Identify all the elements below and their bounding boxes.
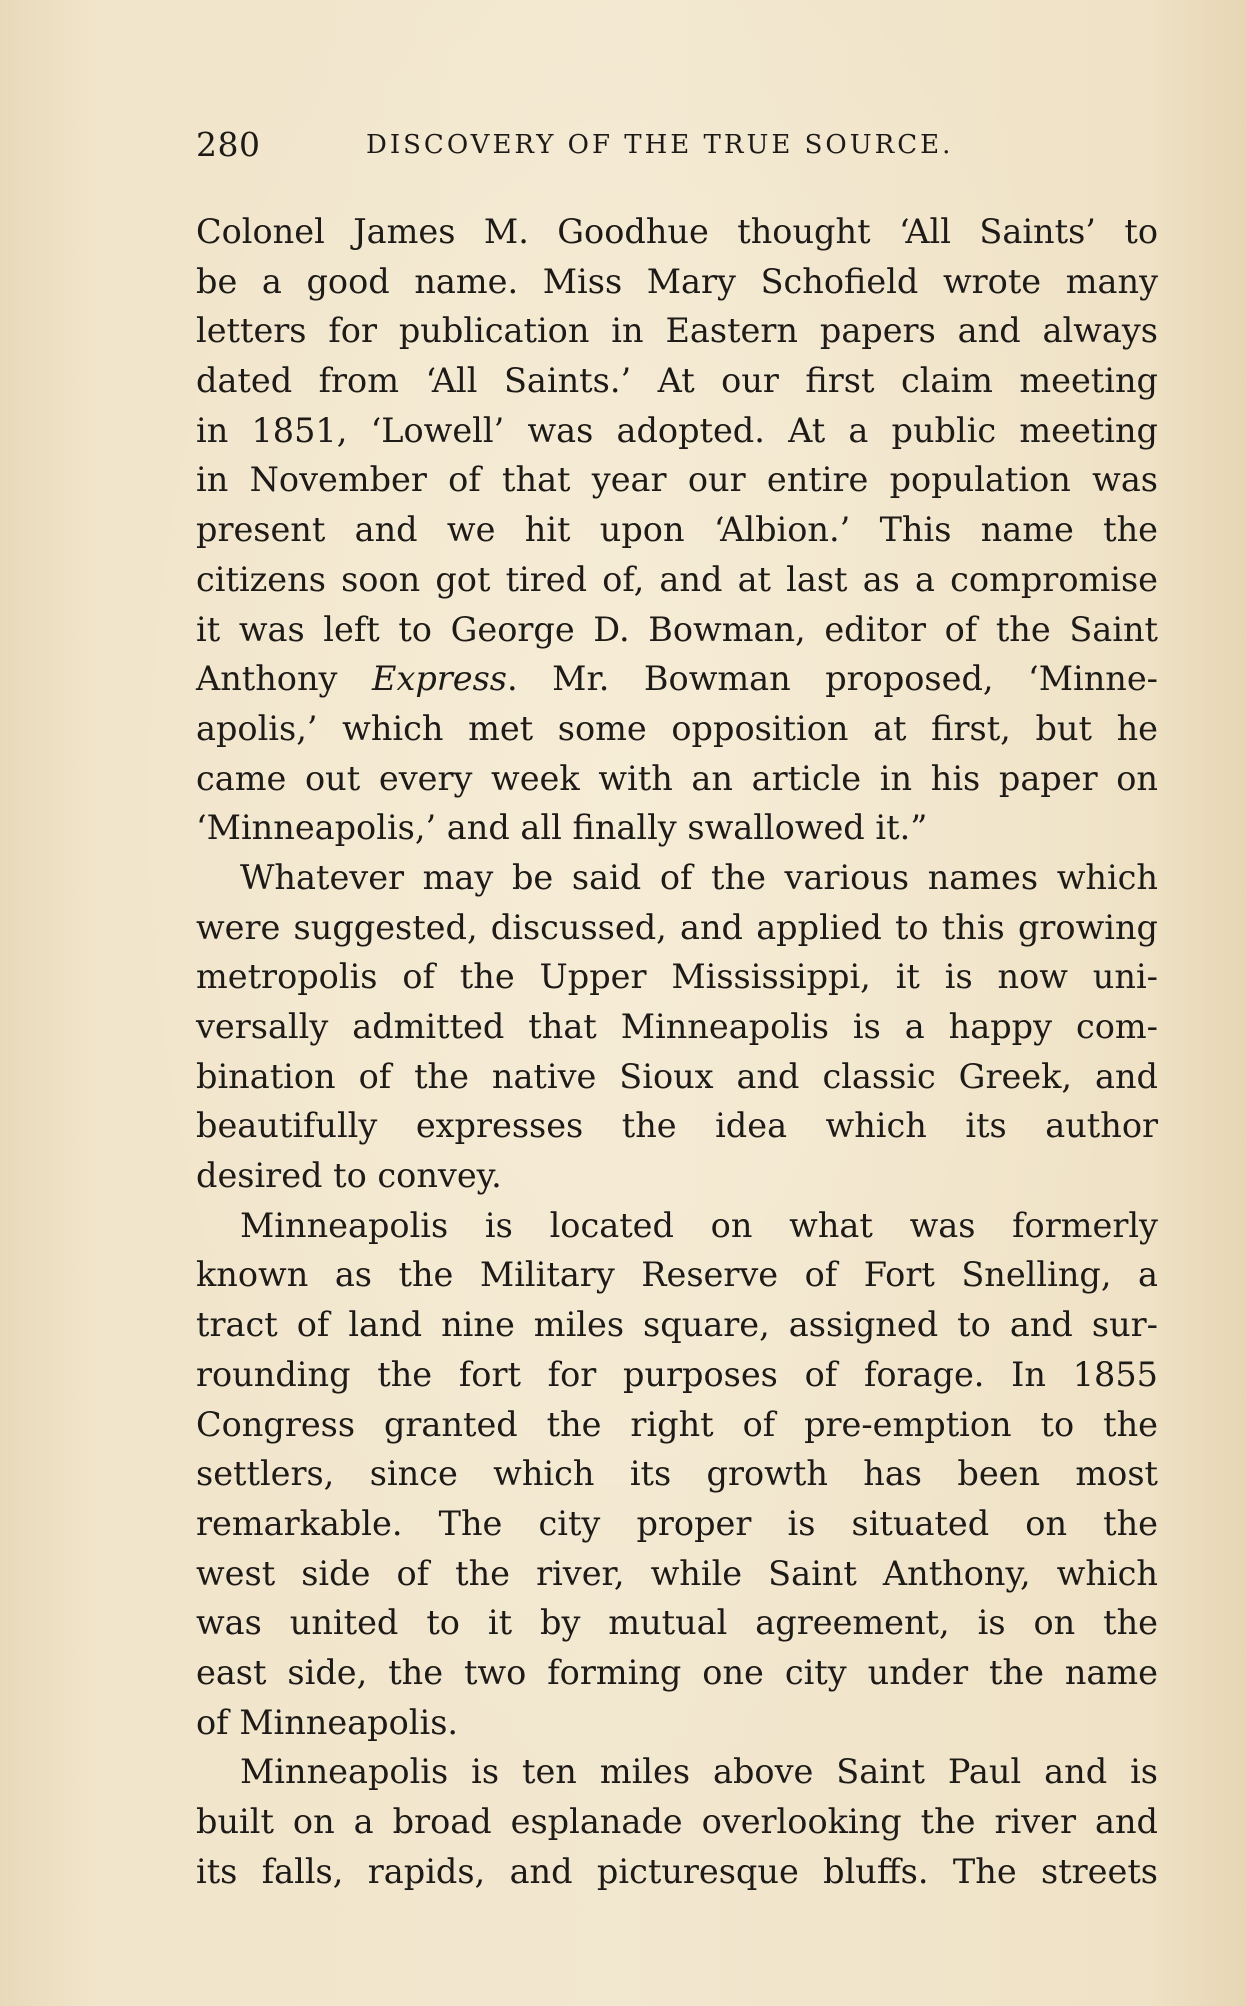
- text-line: remarkable. The city proper is situated on the: [196, 1503, 1158, 1543]
- text-line: Minneapolis is ten miles above Saint Paul and is: [240, 1752, 1158, 1792]
- text-line: built on a broad esplanade overlooking the river and: [196, 1802, 1158, 1841]
- text-line: dated from ‘All Saints.’ At our first claim meeting: [196, 361, 1158, 401]
- text-line: Anthony Express. Mr. Bowman proposed, ‘Minne-: [196, 659, 1159, 699]
- text-line: came out every week with an article in his paper on: [196, 758, 1158, 798]
- text-line: ‘Minneapolis,’ and all finally swallowed it.”: [196, 808, 928, 848]
- text-line: be a good name. Miss Mary Schofield wrote many: [196, 261, 1158, 301]
- page-number: 280: [196, 125, 261, 164]
- text-line: tract of land nine miles square, assigned to and sur-: [196, 1305, 1158, 1345]
- text-line: east side, the two forming one city under the name: [196, 1652, 1158, 1692]
- body-text: [196, 207, 1158, 1896]
- text-line: rounding the fort for purposes of forage. In 1855: [196, 1354, 1158, 1394]
- text-line: were suggested, discussed, and applied to this growing: [196, 907, 1158, 947]
- text-line: was united to it by mutual agreement, is on the: [196, 1603, 1158, 1643]
- text-line: in November of that year our entire population was: [196, 460, 1158, 500]
- text-line: bination of the native Sioux and classic Greek, and: [196, 1056, 1158, 1096]
- text-line: desired to convey.: [196, 1156, 502, 1196]
- text-line: present and we hit upon ‘Albion.’ This name the: [196, 510, 1158, 550]
- text-line: Colonel James M. Goodhue thought ‘All Saints’ to: [196, 212, 1158, 251]
- running-head: DISCOVERY OF THE TRUE SOURCE.: [366, 130, 954, 160]
- text-line: apolis,’ which met some opposition at first, but he: [196, 708, 1158, 748]
- text-line: its falls, rapids, and picturesque bluffs. The streets: [196, 1851, 1158, 1891]
- italic-title: Express: [371, 659, 507, 699]
- text-line: Congress granted the right of pre-emption to the: [196, 1404, 1158, 1444]
- text-line: known as the Military Reserve of Fort Snelling, a: [196, 1255, 1158, 1295]
- text-line: Whatever may be said of the various names which: [240, 857, 1158, 897]
- text-line: beautifully expresses the idea which its author: [196, 1106, 1158, 1146]
- text-line: Minneapolis is located on what was formerly: [240, 1205, 1158, 1245]
- page-header: [196, 120, 1056, 170]
- text-line: versally admitted that Minneapolis is a happy com-: [196, 1007, 1158, 1046]
- text-line: it was left to George D. Bowman, editor of the Saint: [196, 609, 1158, 649]
- text-line: of Minneapolis.: [196, 1702, 459, 1742]
- text-line: citizens soon got tired of, and at last as a compromise: [196, 559, 1158, 599]
- text-line: in 1851, ‘Lowell’ was adopted. At a public meeting: [196, 410, 1158, 450]
- text-line: metropolis of the Upper Mississippi, it is now uni-: [196, 957, 1158, 997]
- text-line: settlers, since which its growth has been most: [196, 1454, 1158, 1494]
- text-line: letters for publication in Eastern papers and always: [196, 311, 1158, 351]
- text-line: west side of the river, while Saint Anthony, which: [196, 1553, 1158, 1593]
